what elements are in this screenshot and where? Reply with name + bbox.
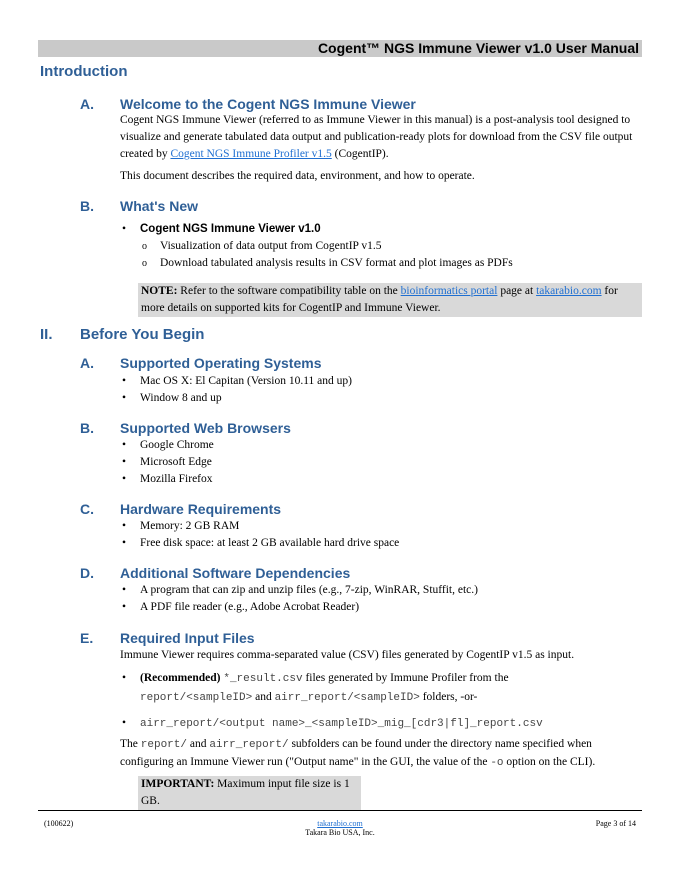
welcome-heading: Welcome to the Cogent NGS Immune Viewer xyxy=(120,96,416,112)
company-name: Takara Bio USA, Inc. xyxy=(305,828,375,837)
list-item: • Google Chrome xyxy=(120,437,214,454)
list-item: • Mac OS X: El Capitan (Version 10.11 and up) xyxy=(120,373,352,390)
list-item: • A PDF file reader (e.g., Adobe Acrobat Reader) xyxy=(120,599,478,616)
takarabio-link[interactable]: takarabio.com xyxy=(536,285,602,297)
page-number: Page 3 of 14 xyxy=(595,819,636,828)
footer-divider xyxy=(38,810,642,811)
list-item: • (Recommended) *_result.csv files generated by Immune Profiler from the report/<sampleID> and airr_report/<sampleID> folders, -or- xyxy=(120,669,640,707)
list-item: • Cogent NGS Immune Viewer v1.0 o Visualization of data output from CogentIP v1.5 o Download tabulated analysis results in CSV format and plot images as PDFs xyxy=(120,221,513,273)
os-list xyxy=(120,373,352,407)
running-header xyxy=(38,40,642,57)
section-letter: C. xyxy=(80,501,94,517)
browsers-heading: Supported Web Browsers xyxy=(120,420,291,436)
note-box: NOTE: Refer to the software compatibility table on the bioinformatics portal page at takarabio.com for more details on supported kits for CogentIP and Immune Viewer. xyxy=(138,283,642,317)
input-files-intro: Immune Viewer requires comma-separated value (CSV) files generated by CogentIP v1.5 as input. xyxy=(120,649,575,661)
os-heading: Supported Operating Systems xyxy=(120,355,322,371)
manual-title: Cogent™ NGS Immune Viewer v1.0 User Manual xyxy=(317,40,639,56)
sub-list-item: o Download tabulated analysis results in CSV format and plot images as PDFs xyxy=(140,255,513,272)
section-letter: A. xyxy=(80,355,94,371)
welcome-paragraph: Cogent NGS Immune Viewer (referred to as Immune Viewer in this manual) is a post-analysis tool designed to visualize and generate tabulated data output and publication-ready plots for download from the CSV file output created by Cogent NGS Immune Profiler v1.5 (CogentIP). xyxy=(120,114,633,160)
input-files-list xyxy=(120,669,640,733)
section-letter: D. xyxy=(80,565,94,581)
list-item: • Mozilla Firefox xyxy=(120,471,214,488)
subfolders-paragraph: The report/ and airr_report/ subfolders can be found under the directory name specified when configuring an Immune Viewer run ("Output name" in the GUI, the value of the -o option on the CLI). xyxy=(120,738,596,769)
browsers-list xyxy=(120,437,214,489)
footer-link[interactable]: takarabio.com xyxy=(317,819,363,828)
section-letter: E. xyxy=(80,630,94,646)
bioinformatics-portal-link[interactable]: bioinformatics portal xyxy=(400,285,498,297)
dependencies-heading: Additional Software Dependencies xyxy=(120,565,351,581)
document-code: (100622) xyxy=(44,819,74,828)
section-letter: B. xyxy=(80,420,94,436)
section-number: II. xyxy=(40,326,53,343)
list-item: • Microsoft Edge xyxy=(120,454,214,471)
list-item: • Memory: 2 GB RAM xyxy=(120,518,399,535)
sub-list-item: o Visualization of data output from CogentIP v1.5 xyxy=(140,238,513,255)
list-item: • Free disk space: at least 2 GB available hard drive space xyxy=(120,535,399,552)
hardware-heading: Hardware Requirements xyxy=(120,501,282,517)
document-description: This document describes the required data, environment, and how to operate. xyxy=(120,170,475,182)
dependencies-list xyxy=(120,582,478,616)
whats-new-heading: What's New xyxy=(120,198,199,214)
list-item: • A program that can zip and unzip files (e.g., 7-zip, WinRAR, Stuffit, etc.) xyxy=(120,582,478,599)
hardware-list xyxy=(120,518,399,552)
important-box: IMPORTANT: Maximum input file size is 1 GB. xyxy=(138,776,361,810)
list-item: • Window 8 and up xyxy=(120,390,352,407)
input-files-heading: Required Input Files xyxy=(120,630,255,646)
intro-heading: Introduction xyxy=(40,63,128,80)
list-item: • airr_report/<output name>_<sampleID>_mig_[cdr3|fl]_report.csv xyxy=(120,714,640,733)
section-letter: A. xyxy=(80,96,94,112)
section-letter: B. xyxy=(80,198,94,214)
footer-center xyxy=(0,819,680,837)
immune-profiler-link[interactable]: Cogent NGS Immune Profiler v1.5 xyxy=(170,148,332,160)
whats-new-list xyxy=(120,221,513,273)
before-you-begin-heading: Before You Begin xyxy=(80,326,205,343)
